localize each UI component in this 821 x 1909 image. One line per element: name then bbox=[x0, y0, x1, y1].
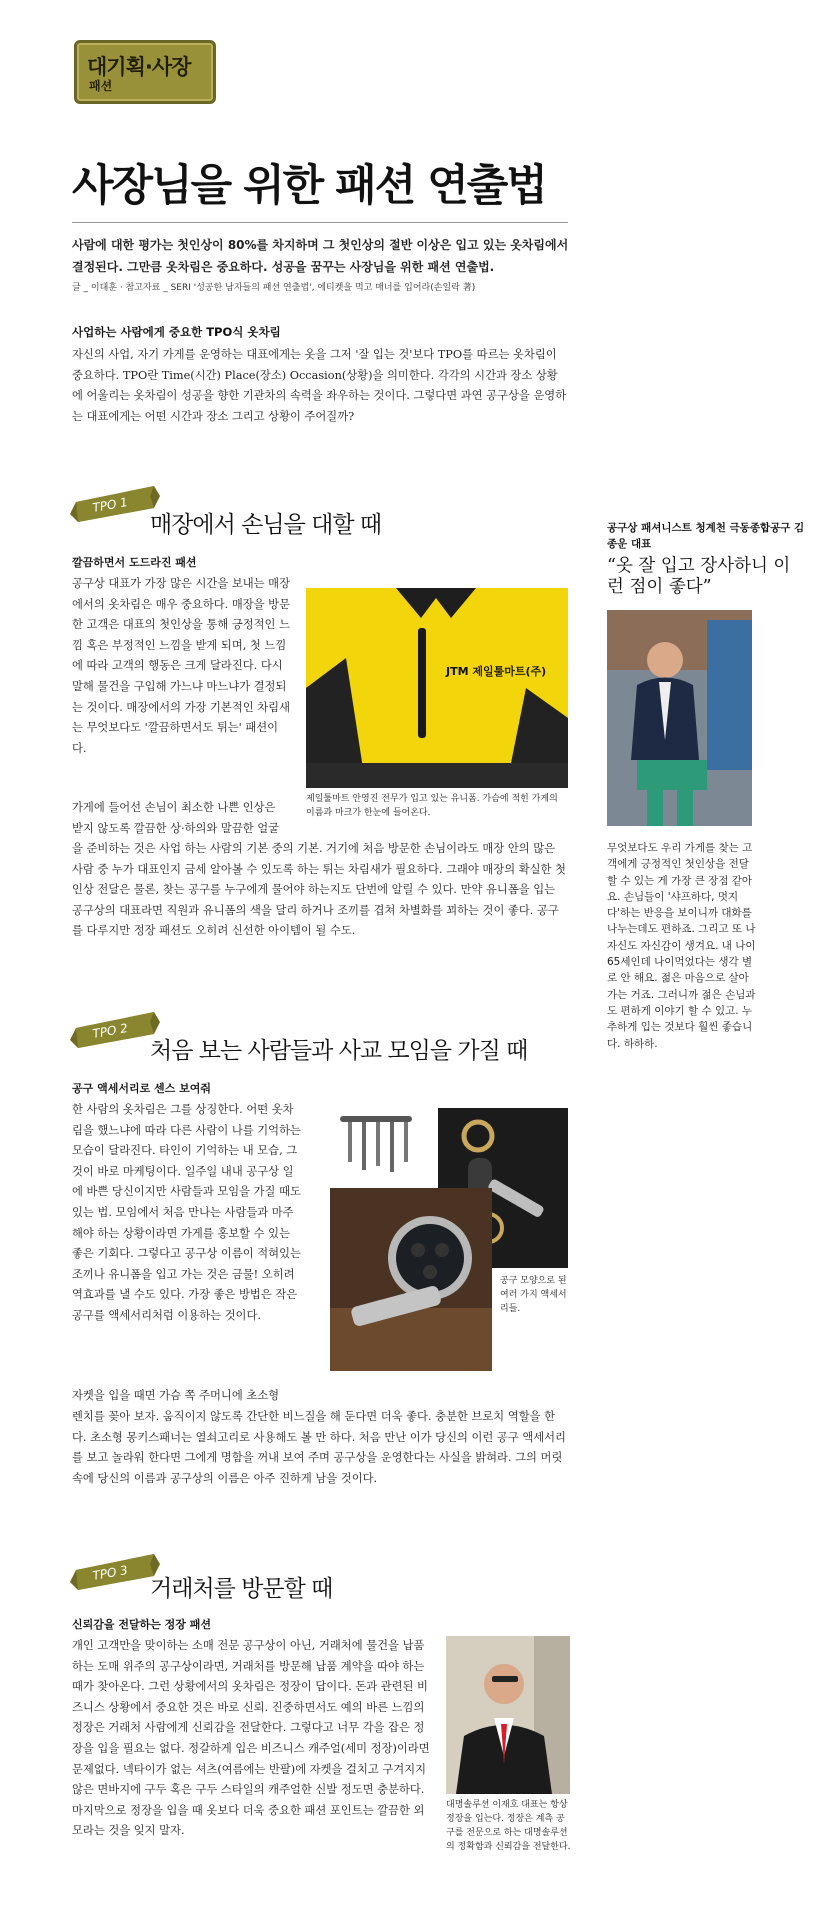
badge-title: 대기획·사장 bbox=[87, 55, 191, 79]
sidebar-person-name: 공구상 패셔니스트 청계천 극동종합공구 김종운 대표 bbox=[607, 522, 805, 550]
tpo2-ribbon bbox=[70, 1010, 160, 1050]
section-badge bbox=[74, 40, 216, 104]
tpo2-ribbon-label: TPO 2 bbox=[91, 1021, 129, 1041]
accessories-caption: 공구 모양으로 된 여러 가지 액세서리들. bbox=[500, 1276, 567, 1314]
intro-heading: 사업하는 사람에게 중요한 TPO식 옷차림 bbox=[72, 325, 281, 339]
tpo1-paragraph-narrow: 공구상 대표가 가장 많은 시간을 보내는 매장에서의 옷차림은 매우 중요하다. 매장을 방문한 고객은 대표의 첫인상을 통해 긍정적인 느낌 혹은 부정적인 느낌을 받게 되며, 첫 느낌에 따라 고객의 행동은 크게 달라진다. 다시 말해 물건을 구입해 가느냐 마느냐가 결정되는 것이다. 매장에서의 가장 기본적인 차림새는 무엇보다도 '깔끔하면서도 튀는' 패션이다. bbox=[72, 577, 290, 755]
tpo2-subheading: 공구 액세서리로 센스 보여줘 bbox=[72, 1082, 211, 1095]
ceo-photo-caption: 대명솔루션 이재호 대표는 항상 정장을 입는다. 정장은 계측 공구를 전문으로 하는 대명솔루션의 정확함과 신뢰감을 전달한다. bbox=[446, 1800, 571, 1852]
intro-paragraph: 자신의 사업, 자기 가게를 운영하는 대표에게는 옷을 그저 '잘 입는 것'보다 TPO를 따르는 옷차림이 중요하다. TPO란 Time(시간) Place(장소) Occasion(상황)을 의미한다. 각각의 시간과 장소 상황에 어울리는 옷차림이 성공을 향한 기관차의 속력을 좌우하는 것이다. 그렇다면 과연 공구상을 운영하는 대표에게는 어떤 시간과 장소 그리고 상황이 주어질까? bbox=[72, 348, 567, 423]
uniform-photo-caption: 제일툴마트 안영진 전무가 입고 있는 유니폼. 가슴에 적힌 가게의 이름과 마크가 한눈에 들어온다. bbox=[306, 794, 558, 818]
badge-subtitle: 패션 bbox=[89, 79, 113, 93]
tpo3-paragraph: 개인 고객만을 맞이하는 소매 전문 공구상이 아닌, 거래처에 물건을 납품하는 도매 위주의 공구상이라면, 거래처를 방문해 납품 계약을 따야 하는 때가 찾아온다. 그런 상황에서의 옷차림은 정장이 답이다. 돈과 관련된 비즈니스 상황에서 중요한 것은 바로 신뢰. 진중하면서도 예의 바른 느낌의 정장은 거래처 사람에게 신뢰감을 전달한다. 그렇다고 너무 각을 잡은 정장을 입을 필요는 없다. 정갈하게 입은 비즈니스 캐주얼(세미 정장)이라면 문제없다. 넥타이가 없는 셔츠(여름에는 반팔)에 자켓을 걸치고 구겨지지 않은 면바지에 구두 혹은 구두 스타일의 캐주얼한 신발 정도면 충분하다. 마지막으로 정장을 입을 때 옷보다 더욱 중요한 패션 포인트는 깔끔한 외모라는 것을 잊지 말자. bbox=[72, 1639, 430, 1838]
tpo1-paragraph-wide-lead: 가게에 들어선 손님이 최소한 나쁜 인상은 받지 않도록 깔끔한 상·하의와 말끔한 얼굴 bbox=[72, 801, 280, 835]
tpo1-ribbon-label: TPO 1 bbox=[91, 495, 129, 515]
tpo1-ribbon bbox=[70, 484, 160, 524]
uniform-logo-text: JTM 제일툴마트(주) bbox=[446, 665, 547, 678]
tpo3-subheading: 신뢰감을 전달하는 정장 패션 bbox=[72, 1618, 211, 1631]
tool-brooch-photo bbox=[330, 1108, 428, 1180]
tpo1-title: 매장에서 손님을 대할 때 bbox=[150, 512, 382, 538]
ceo-portrait-photo bbox=[446, 1636, 570, 1794]
tpo2-paragraph-wide-lead: 자켓을 입을 때면 가슴 쪽 주머니에 초소형 bbox=[72, 1389, 280, 1402]
sidebar-quote: “옷 잘 입고 장사하니 이런 점이 좋다” bbox=[607, 556, 791, 597]
tpo1-paragraph-wide: 을 준비하는 것은 사업 하는 사람의 기본 중의 기본. 거기에 처음 방문한 손님이라도 매장 안의 많은 사람 중 누가 대표인지 금세 알아볼 수 있도록 하는 튀는 차림새가 필요하다. 그래야 매장의 확실한 첫인상 전달은 물론, 찾는 공구를 누구에게 물어야 하는지도 단번에 알릴 수 있다. 만약 유니폼을 입는 공구상의 대표라면 직원과 유니폼의 색을 달리 하거나 조끼를 겹쳐 차별화를 꾀하는 것이 좋다. 공구를 다루지만 정장 패션도 오히려 신선한 아이템이 될 수도. bbox=[72, 842, 566, 938]
uniform-photo bbox=[306, 588, 568, 788]
tpo2-paragraph-wide: 렌치를 꽂아 보자. 움직이지 않도록 간단한 비느질을 해 둔다면 더욱 좋다. 충분한 브로치 역할을 한다. 초소형 몽키스패너는 열쇠고리로 사용해도 볼 만 하다. 처음 만난 이가 당신의 이런 공구 액세서리를 보고 놀라워 한다면 그에게 명함을 꺼내 보여 주며 공구상을 운영한다는 사실을 밝혀라. 그의 머릿속에 당신의 이름과 공구상의 이름은 아주 진하게 남을 것이다. bbox=[72, 1410, 566, 1485]
tpo3-ribbon bbox=[70, 1552, 160, 1592]
tpo2-paragraph-narrow: 한 사람의 옷차림은 그를 상징한다. 어떤 옷차림을 했느냐에 따라 다른 사람이 나를 기억하는 모습이 달라진다. 타인이 기억하는 내 모습, 그것이 바로 마케팅이다. 일주일 내내 공구상 일에 바쁜 당신이지만 사람들과 모임을 가질 때도 있는 법. 모임에서 처음 만나는 사람들과 마주해야 하는 상황이라면 가게를 홍보할 수 있는 좋은 기회다. 그렇다고 공구상 이름이 적혀있는 조끼나 유니폼을 입고 가는 것은 금물! 오히려 역효과를 낼 수도 있다. 가장 좋은 방법은 작은 공구를 액세서리처럼 이용하는 것이다. bbox=[72, 1103, 301, 1322]
tpo3-title: 거래처를 방문할 때 bbox=[150, 1576, 333, 1602]
credit-line: 글 _ 이대훈 · 참고자료 _ SERI '성공한 남자들의 패션 연출법', 에티켓을 먹고 매너를 입어라(손일락 著) bbox=[72, 283, 476, 293]
sidebar-interview-text: 무엇보다도 우리 가게를 찾는 고객에게 긍정적인 첫인상을 전달할 수 있는 게 가장 큰 장점 같아요. 손님들이 '샤프하다, 멋지다'하는 반응을 보이니까 대화를 나누는데도 편하죠. 그리고 또 나 자신도 자신감이 생겨요. 내 나이 65세인데 나이먹었다는 생각 별로 안 해요. 젊은 마음으로 살아가는 거죠. 그러니까 젊은 손님과도 편하게 이야기 할 수 있고. 누추하게 입는 것보다 훨씬 좋습니다. 하하하. bbox=[607, 842, 756, 1050]
tpo2-title: 처음 보는 사람들과 사교 모임을 가질 때 bbox=[150, 1038, 528, 1064]
title-divider bbox=[72, 222, 568, 223]
page-title: 사장님을 위한 패션 연출법 bbox=[72, 161, 546, 211]
sidebar-portrait-photo bbox=[607, 610, 752, 826]
tpo3-ribbon-label: TPO 3 bbox=[91, 1563, 129, 1583]
tpo1-subheading: 깔끔하면서 도드라진 패션 bbox=[72, 556, 197, 569]
watch-photo bbox=[330, 1188, 492, 1371]
lead-paragraph: 사람에 대한 평가는 첫인상이 80%를 차지하며 그 첫인상의 절반 이상은 입고 있는 옷차림에서 결정된다. 그만큼 옷차림은 중요하다. 성공을 꿈꾸는 사장님을 위한 패션 연출법. bbox=[72, 238, 569, 274]
